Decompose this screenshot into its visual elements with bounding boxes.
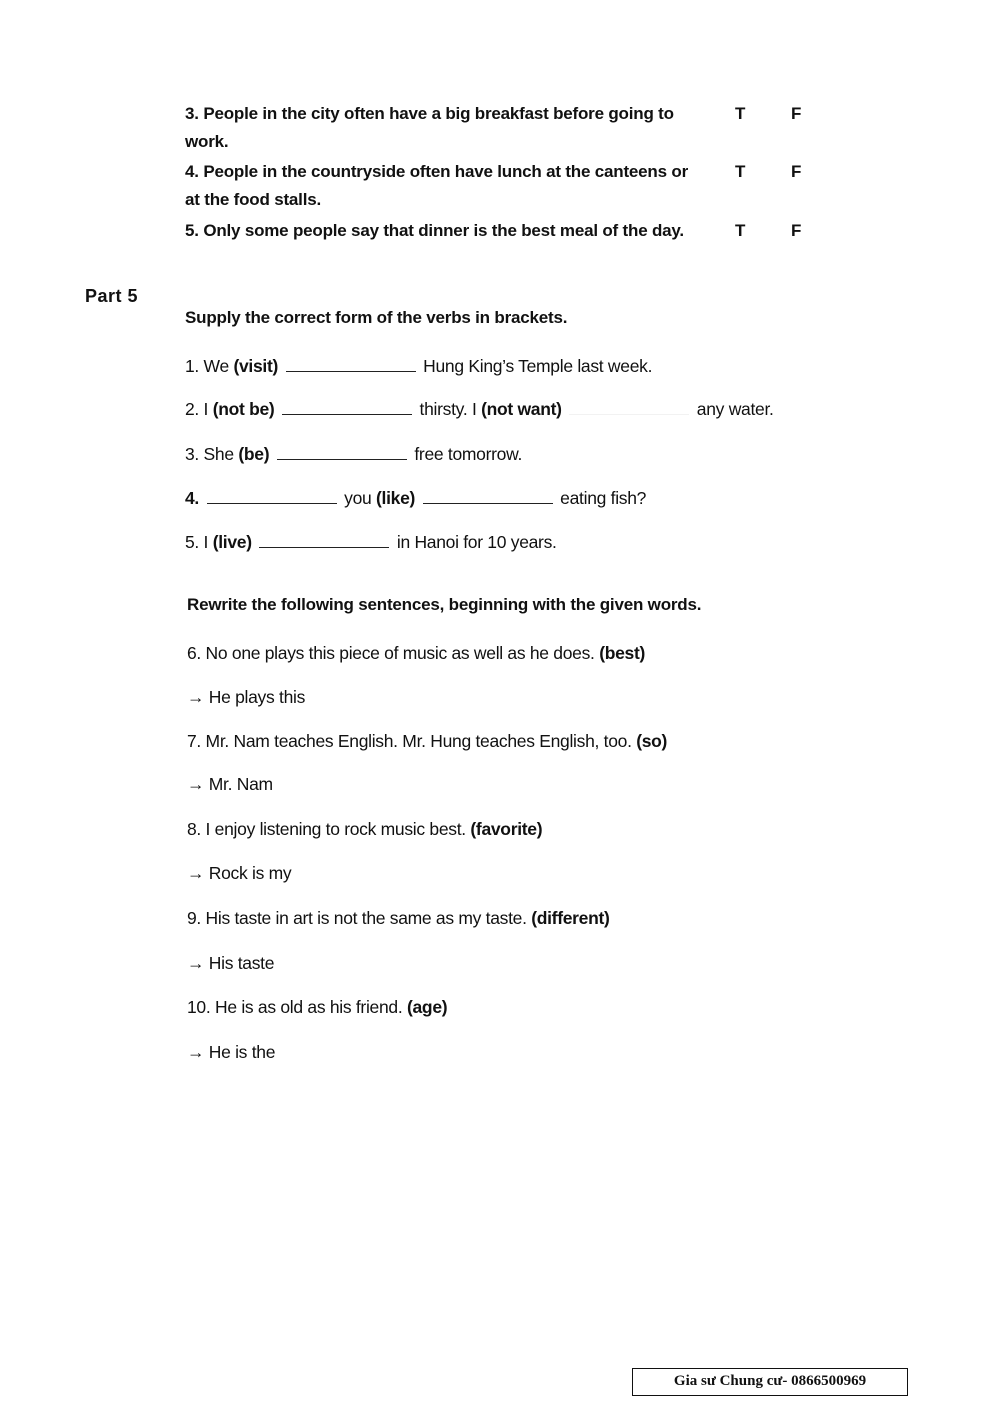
tf-item-5 (185, 217, 825, 245)
true-option[interactable]: T (735, 162, 746, 181)
true-option[interactable]: T (735, 104, 746, 123)
answer-blank[interactable] (569, 400, 689, 415)
tf-item-text: Only some people say that dinner is the best meal of the day. (203, 221, 684, 240)
rewrite-answer-7[interactable]: → Mr. Nam (187, 774, 273, 794)
footer-contact-box: Gia sư Chung cư- 0866500969 (632, 1368, 908, 1396)
tf-item-number: 5. (185, 221, 199, 240)
answer-blank[interactable] (286, 357, 416, 372)
answer-blank[interactable] (423, 489, 553, 504)
rewrite-sentence-8: 8. I enjoy listening to rock music best. (favorite) (187, 819, 543, 839)
answer-blank[interactable] (282, 400, 412, 415)
false-option[interactable]: F (791, 221, 802, 240)
tf-item-text: People in the city often have a big breakfast before going to work. (185, 104, 674, 151)
tf-item-3 (185, 100, 825, 156)
rewrite-answer-9[interactable]: → His taste (187, 953, 275, 973)
true-option[interactable]: T (735, 221, 746, 240)
answer-blank[interactable] (277, 445, 407, 460)
answer-blank[interactable] (259, 533, 389, 548)
rewrite-sentence-9: 9. His taste in art is not the same as my taste. (different) (187, 908, 610, 928)
rewrite-instruction: Rewrite the following sentences, beginning with the given words. (187, 595, 702, 614)
verb-item-2: 2. I (not be) thirsty. I (not want) any water. (185, 399, 774, 419)
false-option[interactable]: F (791, 104, 802, 123)
rewrite-sentence-10: 10. He is as old as his friend. (age) (187, 997, 448, 1017)
tf-item-text: People in the countryside often have lunch at the canteens or at the food stalls. (185, 162, 688, 209)
false-option[interactable]: F (791, 162, 802, 181)
answer-blank[interactable] (207, 489, 337, 504)
rewrite-answer-6[interactable]: → He plays this (187, 687, 306, 707)
rewrite-sentence-7: 7. Mr. Nam teaches English. Mr. Hung teaches English, too. (so) (187, 731, 668, 751)
verb-item-5: 5. I (live) in Hanoi for 10 years. (185, 532, 557, 552)
verb-item-1: 1. We (visit) Hung King’s Temple last week. (185, 356, 653, 376)
rewrite-sentence-6: 6. No one plays this piece of music as well as he does. (best) (187, 643, 646, 663)
tf-item-number: 3. (185, 104, 199, 123)
verb-item-3: 3. She (be) free tomorrow. (185, 444, 523, 464)
verbs-instruction: Supply the correct form of the verbs in brackets. (185, 308, 568, 327)
verb-item-4: 4. you (like) eating fish? (185, 488, 647, 508)
tf-item-number: 4. (185, 162, 199, 181)
part-label: Part 5 (85, 286, 139, 306)
tf-item-4 (185, 158, 825, 214)
rewrite-answer-10[interactable]: → He is the (187, 1042, 276, 1062)
rewrite-answer-8[interactable]: → Rock is my (187, 863, 292, 883)
